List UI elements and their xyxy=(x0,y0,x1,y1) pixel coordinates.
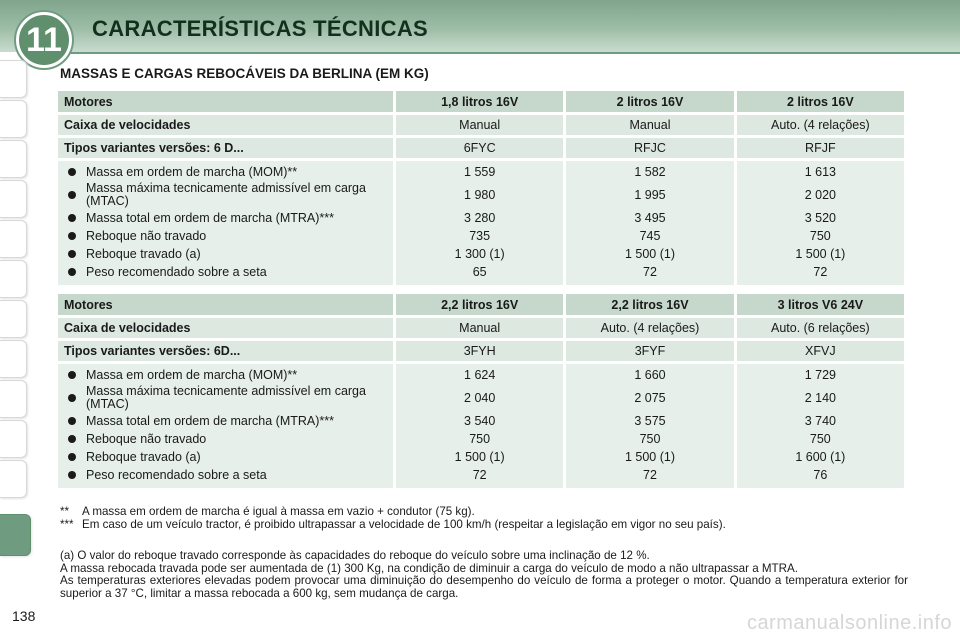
gearbox-label: Caixa de velocidades xyxy=(58,318,393,338)
value-cell: 1 660 xyxy=(634,368,666,382)
bullet-icon xyxy=(68,394,76,402)
bullet-icon xyxy=(68,214,76,222)
value-cell: 1 624 xyxy=(464,368,496,382)
row-label: Massa total em ordem de marcha (MTRA)*** xyxy=(86,210,334,225)
footnote-text: Em caso de um veículo tractor, é proibido ultrapassar a velocidade de 100 km/h (respeitar a legislação em vigor no seu país). xyxy=(82,518,726,531)
list-item xyxy=(64,209,387,227)
list-item xyxy=(64,181,387,209)
variants-cell: RFJC xyxy=(563,138,733,158)
paragraph-line: A massa rebocada travada pode ser aumentada de (1) 300 Kg, na condição de diminuir a carga do veículo de modo a não ultrapassar a MTRA. xyxy=(60,561,798,575)
row-label: Peso recomendado sobre a seta xyxy=(86,467,267,482)
header-cell: 2 litros 16V xyxy=(734,91,904,112)
variants-cell: RFJF xyxy=(734,138,904,158)
paragraph-line: (a) O valor do reboque travado corresponde às capacidades do reboque do veículo sobre uma inclinação de 12 %. xyxy=(60,549,650,562)
footnote xyxy=(60,505,910,518)
value-cell: 735 xyxy=(469,229,491,243)
value-cell: 1 613 xyxy=(804,165,836,179)
header-cell: Motores xyxy=(58,294,393,315)
bullet-icon xyxy=(68,250,76,258)
values-column xyxy=(734,364,904,488)
value-cell: 2 075 xyxy=(634,391,666,405)
value-cell: 1 300 (1) xyxy=(454,247,505,261)
value-cell: 76 xyxy=(813,468,828,482)
page-number: 138 xyxy=(12,608,36,624)
variants-row xyxy=(58,341,904,361)
list-item xyxy=(64,466,387,484)
value-cell: 745 xyxy=(639,229,661,243)
row-label: Massa máxima tecnicamente admissível em carga (MTAC) xyxy=(86,384,366,411)
side-tab[interactable] xyxy=(0,300,27,338)
value-cell: 1 500 (1) xyxy=(454,450,505,464)
side-tab[interactable] xyxy=(0,340,27,378)
header-cell: 3 litros V6 24V xyxy=(734,294,904,315)
value-cell: 1 995 xyxy=(634,188,666,202)
footnote xyxy=(60,518,910,531)
value-cell: 750 xyxy=(809,432,831,446)
mass-labels xyxy=(58,364,393,488)
header-cell: Motores xyxy=(58,91,393,112)
row-label: Massa em ordem de marcha (MOM)** xyxy=(86,164,298,179)
value-cell: 3 280 xyxy=(464,211,496,225)
values-column xyxy=(563,161,733,285)
value-cell: 1 500 (1) xyxy=(624,247,675,261)
header-underline xyxy=(60,52,960,54)
variants-label: Tipos variantes versões: 6 D... xyxy=(58,138,393,158)
value-cell: 65 xyxy=(472,265,487,279)
bullet-icon xyxy=(68,435,76,443)
gearbox-cell: Manual xyxy=(393,318,563,338)
list-item xyxy=(64,245,387,263)
values-column xyxy=(734,161,904,285)
side-tab[interactable] xyxy=(0,260,27,298)
value-cell: 72 xyxy=(643,468,657,482)
gearbox-row xyxy=(58,318,904,338)
footnote-mark: ** xyxy=(60,505,70,518)
value-cell: 2 020 xyxy=(804,188,836,202)
gearbox-cell: Auto. (4 relações) xyxy=(734,115,904,135)
list-item xyxy=(64,366,387,384)
table-header-row xyxy=(58,91,904,112)
list-item xyxy=(64,384,387,412)
section-title: MASSAS E CARGAS REBOCÁVEIS DA BERLINA (EM KG) xyxy=(60,66,429,81)
header-cell: 2 litros 16V xyxy=(563,91,733,112)
value-cell: 72 xyxy=(813,265,828,279)
row-label: Reboque travado (a) xyxy=(86,246,201,261)
value-cell: 1 729 xyxy=(804,368,836,382)
gearbox-cell: Auto. (4 relações) xyxy=(563,318,733,338)
list-item xyxy=(64,412,387,430)
variants-cell: 6FYC xyxy=(393,138,563,158)
variants-cell: 3FYF xyxy=(563,341,733,361)
variants-cell: 3FYH xyxy=(393,341,563,361)
variants-cell: XFVJ xyxy=(734,341,904,361)
side-tab[interactable] xyxy=(0,420,27,458)
values-column xyxy=(393,161,563,285)
row-label: Reboque não travado xyxy=(86,431,207,446)
gearbox-cell: Manual xyxy=(563,115,733,135)
chapter-badge: 11 xyxy=(16,12,72,68)
list-item xyxy=(64,448,387,466)
value-cell: 3 740 xyxy=(804,414,836,428)
variants-label: Tipos variantes versões: 6D... xyxy=(58,341,393,361)
value-cell: 1 500 (1) xyxy=(795,247,846,261)
side-tab-strip xyxy=(0,60,30,580)
header-cell: 2,2 litros 16V xyxy=(393,294,563,315)
page-title: CARACTERÍSTICAS TÉCNICAS xyxy=(92,16,428,41)
value-cell: 1 500 (1) xyxy=(624,450,675,464)
table-header-row xyxy=(58,294,904,315)
list-item xyxy=(64,263,387,281)
footnote-text: A massa em ordem de marcha é igual à massa em vazio + condutor (75 kg). xyxy=(82,505,475,518)
gearbox-cell: Manual xyxy=(393,115,563,135)
header-cell: 1,8 litros 16V xyxy=(393,91,563,112)
bullet-icon xyxy=(68,371,76,379)
side-tab[interactable] xyxy=(0,220,27,258)
mass-labels xyxy=(58,161,393,285)
side-tab[interactable] xyxy=(0,140,27,178)
list-item xyxy=(64,163,387,181)
value-cell: 750 xyxy=(809,229,831,243)
row-label: Peso recomendado sobre a seta xyxy=(86,264,267,279)
value-cell: 750 xyxy=(639,432,661,446)
list-item xyxy=(64,227,387,245)
list-item xyxy=(64,430,387,448)
values-column xyxy=(393,364,563,488)
footnotes xyxy=(60,505,910,531)
notes-paragraph xyxy=(60,550,908,600)
row-label: Massa total em ordem de marcha (MTRA)*** xyxy=(86,413,334,428)
row-label: Massa máxima tecnicamente admissível em carga (MTAC) xyxy=(86,181,366,208)
bullet-icon xyxy=(68,268,76,276)
spec-table-1 xyxy=(58,88,904,288)
row-label: Reboque travado (a) xyxy=(86,449,201,464)
value-cell: 1 980 xyxy=(464,188,496,202)
side-tab[interactable] xyxy=(0,100,27,138)
bullet-icon xyxy=(68,191,76,199)
mass-rows xyxy=(58,161,904,285)
bullet-icon xyxy=(68,168,76,176)
bullet-icon xyxy=(68,453,76,461)
value-cell: 1 600 (1) xyxy=(795,450,846,464)
value-cell: 2 040 xyxy=(464,391,496,405)
value-cell: 3 495 xyxy=(634,211,666,225)
watermark: carmanualsonline.info xyxy=(746,612,952,634)
row-label: Reboque não travado xyxy=(86,228,207,243)
header-cell: 2,2 litros 16V xyxy=(563,294,733,315)
side-tab[interactable] xyxy=(0,380,27,418)
value-cell: 3 540 xyxy=(464,414,496,428)
value-cell: 1 559 xyxy=(464,165,496,179)
paragraph-line: As temperaturas exteriores elevadas podem provocar uma diminuição do desempenho do veículo de forma a proteger o motor. Quando a temperatura exterior for superior a 37 °C, limitar a massa rebocada a 600 kg, sem mudança de carga. xyxy=(60,574,908,600)
gearbox-row xyxy=(58,115,904,135)
bullet-icon xyxy=(68,232,76,240)
side-tab-active[interactable] xyxy=(0,514,31,556)
footnote-mark: *** xyxy=(60,518,74,531)
value-cell: 750 xyxy=(469,432,491,446)
value-cell: 1 582 xyxy=(634,165,666,179)
side-tab[interactable] xyxy=(0,60,27,98)
value-cell: 3 520 xyxy=(804,211,836,225)
side-tab[interactable] xyxy=(0,460,27,498)
row-label: Massa em ordem de marcha (MOM)** xyxy=(86,367,298,382)
mass-rows xyxy=(58,364,904,488)
value-cell: 3 575 xyxy=(634,414,666,428)
bullet-icon xyxy=(68,417,76,425)
gearbox-cell: Auto. (6 relações) xyxy=(734,318,904,338)
spec-table-2 xyxy=(58,291,904,491)
variants-row xyxy=(58,138,904,158)
value-cell: 72 xyxy=(472,468,487,482)
value-cell: 72 xyxy=(643,265,657,279)
values-column xyxy=(563,364,733,488)
gearbox-label: Caixa de velocidades xyxy=(58,115,393,135)
bullet-icon xyxy=(68,471,76,479)
value-cell: 2 140 xyxy=(804,391,836,405)
side-tab[interactable] xyxy=(0,180,27,218)
